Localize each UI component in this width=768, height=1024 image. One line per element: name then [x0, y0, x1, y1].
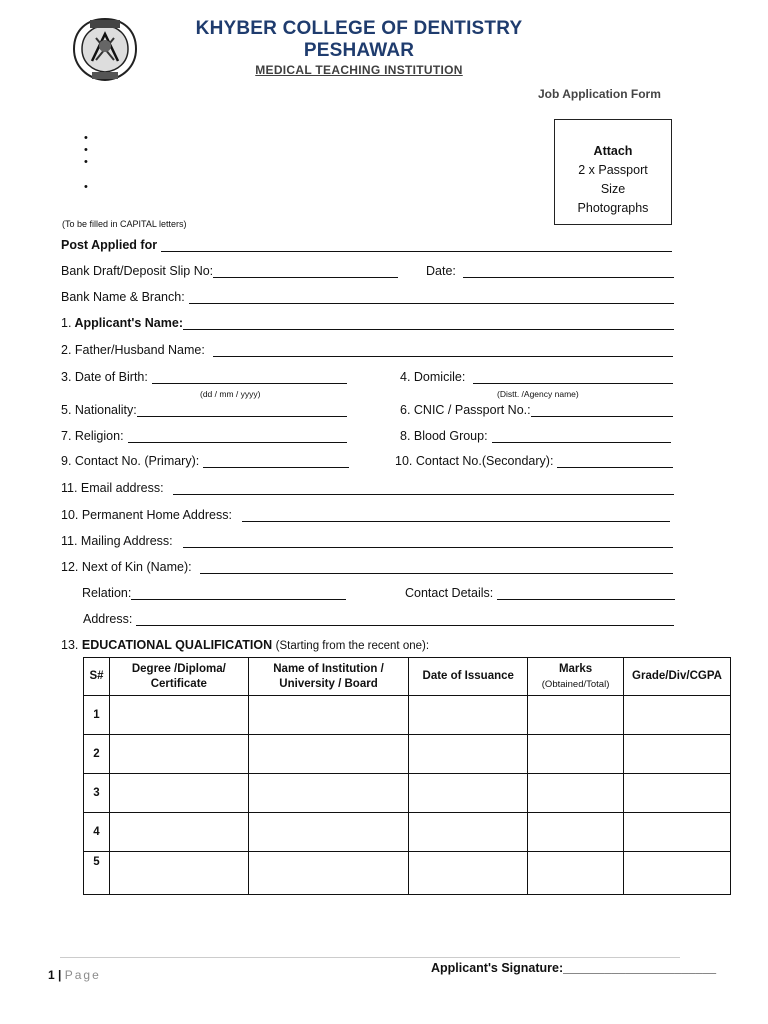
education-table: [83, 657, 731, 895]
applicant-name-number: 1.: [61, 316, 72, 330]
col-degree: [109, 658, 248, 696]
table-row: [84, 852, 731, 895]
grade-cell[interactable]: [624, 696, 731, 735]
email-line[interactable]: [173, 481, 674, 495]
college-name: KHYBER COLLEGE OF DENTISTRY PESHAWAR: [195, 18, 523, 61]
date-cell[interactable]: [409, 735, 528, 774]
row-number: 5: [84, 852, 110, 895]
post-applied-line[interactable]: [161, 238, 672, 252]
marks-cell[interactable]: [528, 774, 624, 813]
father-name-label: 2. Father/Husband Name:: [61, 343, 205, 357]
table-row: [84, 774, 731, 813]
education-heading-title: EDUCATIONAL QUALIFICATION: [81, 638, 273, 652]
next-of-kin-line[interactable]: [200, 560, 673, 574]
cnic-label: 6. CNIC / Passport No.:: [400, 403, 531, 417]
date-line[interactable]: [463, 264, 674, 278]
date-field[interactable]: [426, 264, 674, 278]
institution-cell[interactable]: [248, 852, 409, 895]
mailing-address-field[interactable]: [61, 534, 673, 548]
education-header-row: [84, 658, 731, 696]
table-row: [84, 735, 731, 774]
bank-draft-line[interactable]: [213, 264, 398, 278]
page-separator: |: [58, 968, 62, 982]
applicant-name-label: Applicant's Name:: [74, 316, 183, 330]
degree-cell[interactable]: [109, 735, 248, 774]
capital-letters-note: (To be filled in CAPITAL letters): [62, 219, 187, 229]
degree-cell[interactable]: [109, 852, 248, 895]
cnic-line[interactable]: [531, 403, 673, 417]
religion-line[interactable]: [128, 429, 347, 443]
marks-cell[interactable]: [528, 852, 624, 895]
contact-primary-line[interactable]: [203, 454, 349, 468]
grade-cell[interactable]: [624, 852, 731, 895]
blood-group-line[interactable]: [492, 429, 671, 443]
bullet-icon: •: [84, 181, 88, 193]
col-institution-line1: Name of Institution /: [273, 662, 384, 675]
photo-box-text: Size: [600, 182, 626, 196]
photo-box-title: Attach: [593, 144, 633, 158]
father-name-line[interactable]: [213, 343, 673, 357]
college-logo: [68, 16, 142, 84]
dob-label: 3. Date of Birth:: [61, 370, 148, 384]
mailing-address-line[interactable]: [183, 534, 673, 548]
table-row: [84, 696, 731, 735]
page-number: [48, 968, 101, 982]
row-number: 4: [84, 813, 110, 852]
bank-draft-field[interactable]: [61, 264, 398, 278]
domicile-hint: (Distt. /Agency name): [497, 389, 579, 399]
nationality-field[interactable]: [61, 403, 347, 417]
permanent-address-label: 10. Permanent Home Address:: [61, 508, 232, 522]
permanent-address-line[interactable]: [242, 508, 670, 522]
contact-details-line[interactable]: [497, 586, 675, 600]
relation-label: Relation:: [82, 586, 132, 600]
email-field[interactable]: [61, 481, 674, 495]
photo-box-text: Photographs: [577, 201, 649, 215]
marks-cell[interactable]: [528, 696, 624, 735]
date-cell[interactable]: [409, 696, 528, 735]
row-number: 1: [84, 696, 110, 735]
applicant-signature[interactable]: Applicant's Signature:______________________: [431, 961, 717, 975]
permanent-address-field[interactable]: [61, 508, 670, 522]
marks-cell[interactable]: [528, 735, 624, 774]
bank-draft-label: Bank Draft/Deposit Slip No:: [61, 264, 214, 278]
col-marks-note: (Obtained/Total): [541, 678, 610, 690]
domicile-label: 4. Domicile:: [400, 370, 466, 384]
relation-line[interactable]: [131, 586, 346, 600]
col-institution-line2: University / Board: [279, 677, 378, 690]
relation-field[interactable]: [82, 586, 346, 600]
domicile-field[interactable]: [400, 370, 673, 384]
blood-group-label: 8. Blood Group:: [400, 429, 488, 443]
next-of-kin-label: 12. Next of Kin (Name):: [61, 560, 192, 574]
applicant-name-field[interactable]: [61, 316, 674, 330]
form-title: Job Application Form: [538, 87, 661, 101]
domicile-line[interactable]: [473, 370, 673, 384]
education-heading-note: (Starting from the recent one):: [275, 640, 430, 652]
religion-label: 7. Religion:: [61, 429, 124, 443]
contact-details-label: Contact Details:: [405, 586, 494, 600]
row-number: 2: [84, 735, 110, 774]
education-heading-number: 13.: [61, 638, 79, 652]
post-applied-label: Post Applied for: [61, 238, 158, 252]
page-label: Page: [64, 968, 101, 982]
address-label: Address:: [83, 612, 133, 626]
mailing-address-label: 11. Mailing Address:: [61, 534, 173, 548]
date-cell[interactable]: [409, 813, 528, 852]
table-row: [84, 813, 731, 852]
institution-cell[interactable]: [248, 813, 409, 852]
photo-box-text: 2 x Passport: [578, 163, 648, 177]
bullet-icon: •: [84, 144, 88, 156]
bullet-icon: •: [84, 156, 88, 168]
nationality-label: 5. Nationality:: [61, 403, 137, 417]
institution-cell[interactable]: [248, 774, 409, 813]
col-date: Date of Issuance: [409, 658, 528, 696]
col-degree-line1: Degree /Diploma/: [131, 662, 226, 675]
dob-line[interactable]: [152, 370, 347, 384]
col-marks-label: Marks: [558, 662, 593, 675]
date-cell[interactable]: [409, 774, 528, 813]
bank-name-label: Bank Name & Branch:: [61, 290, 185, 304]
contact-details-field[interactable]: [405, 586, 675, 600]
marks-cell[interactable]: [528, 813, 624, 852]
date-label: Date:: [426, 264, 456, 278]
bank-name-line[interactable]: [189, 290, 674, 304]
contact-primary-field[interactable]: [61, 454, 349, 468]
contact-primary-label: 9. Contact No. (Primary):: [61, 454, 200, 468]
blood-group-field[interactable]: [400, 429, 671, 443]
page-number-value: 1: [48, 968, 55, 982]
dob-field[interactable]: [61, 370, 347, 384]
bullet-icon: •: [84, 132, 88, 144]
father-name-field[interactable]: [61, 343, 673, 357]
grade-cell[interactable]: [624, 735, 731, 774]
photo-attach-box[interactable]: [554, 119, 672, 225]
footer-divider: [60, 957, 680, 958]
row-number: 3: [84, 774, 110, 813]
contact-secondary-field[interactable]: [395, 454, 673, 468]
next-of-kin-field[interactable]: [61, 560, 673, 574]
degree-cell[interactable]: [109, 696, 248, 735]
col-institution: [248, 658, 409, 696]
date-cell[interactable]: [409, 852, 528, 895]
religion-field[interactable]: [61, 429, 347, 443]
contact-secondary-label: 10. Contact No.(Secondary):: [395, 454, 554, 468]
bank-name-field[interactable]: [61, 290, 674, 304]
institution-cell[interactable]: [248, 696, 409, 735]
institution-cell[interactable]: [248, 735, 409, 774]
post-applied-field[interactable]: [61, 238, 672, 252]
grade-cell[interactable]: [624, 774, 731, 813]
grade-cell[interactable]: [624, 813, 731, 852]
email-label: 11. Email address:: [61, 481, 164, 495]
degree-cell[interactable]: [109, 813, 248, 852]
cnic-field[interactable]: [400, 403, 673, 417]
col-serial: S#: [84, 658, 110, 696]
contact-secondary-line[interactable]: [557, 454, 673, 468]
col-marks: [528, 658, 624, 696]
degree-cell[interactable]: [109, 774, 248, 813]
nationality-line[interactable]: [137, 403, 347, 417]
institution-subtitle: MEDICAL TEACHING INSTITUTION: [255, 63, 463, 77]
col-degree-line2: Certificate: [150, 677, 207, 690]
address-field[interactable]: [83, 612, 674, 626]
applicant-name-line[interactable]: [183, 316, 674, 330]
col-grade: Grade/Div/CGPA: [624, 658, 731, 696]
address-line[interactable]: [136, 612, 674, 626]
education-heading: [61, 638, 429, 652]
dob-format-hint: (dd / mm / yyyy): [200, 389, 261, 399]
